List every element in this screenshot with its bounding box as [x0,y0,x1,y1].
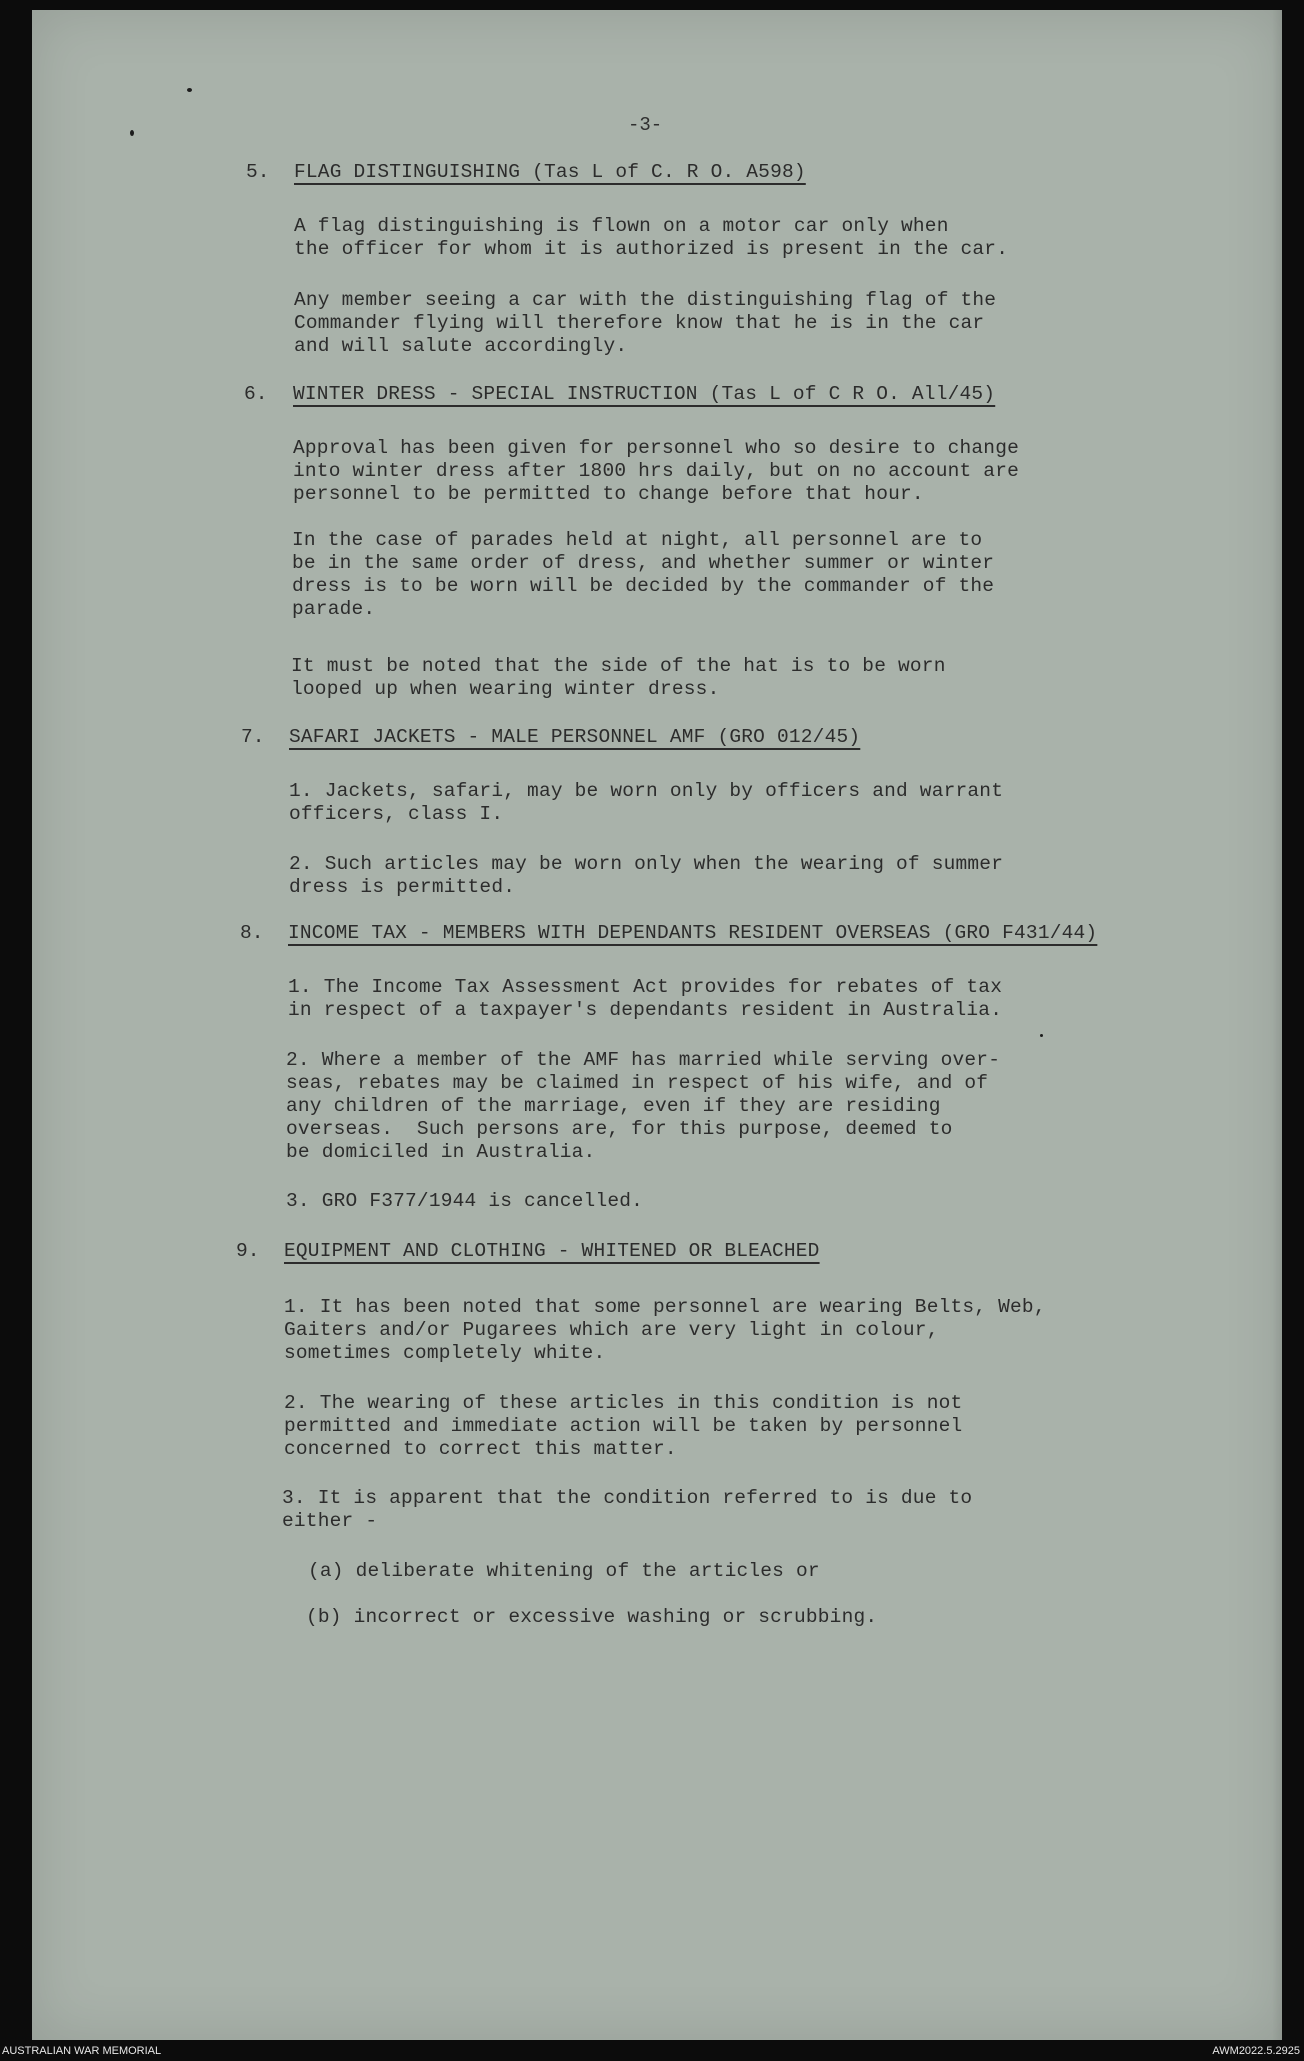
page-number: -3- [628,114,663,136]
section-6-paragraph: Approval has been given for personnel who so desire to change into winter dress after 1800 hrs daily, but on no account are personnel to be permitted to change before that hour. [293,437,1020,505]
section-8-paragraph: 3. GRO F377/1944 is cancelled. [286,1190,644,1212]
section-5-number: 5. [246,161,270,183]
section-7-number: 7. [241,726,265,748]
section-7-heading: SAFARI JACKETS - MALE PERSONNEL AMF (GRO 012/45) [289,726,861,748]
section-7-paragraph: 1. Jackets, safari, may be worn only by officers and warrant officers, class I. [289,780,1004,825]
section-9-paragraph: 3. It is apparent that the condition referred to is due to either - [282,1487,973,1532]
section-6-paragraph: It must be noted that the side of the hat is to be worn looped up when wearing winter dress. [291,655,946,700]
ink-speck [187,88,192,92]
section-6-heading: WINTER DRESS - SPECIAL INSTRUCTION (Tas L of C R O. All/45) [293,383,996,405]
section-9-number: 9. [236,1240,260,1262]
paper-edge [1272,10,1282,2040]
section-8-heading: INCOME TAX - MEMBERS WITH DEPENDANTS RESIDENT OVERSEAS (GRO F431/44) [288,922,1098,944]
section-6-number: 6. [244,383,268,405]
section-5-heading: FLAG DISTINGUISHING (Tas L of C. R O. A598) [294,161,806,183]
section-6-paragraph: In the case of parades held at night, all personnel are to be in the same order of dress, and whether summer or winter dress is to be worn will be decided by the commander of the parade. [292,529,995,620]
footer-archive-name: AUSTRALIAN WAR MEMORIAL [2,2045,162,2057]
section-7-paragraph: 2. Such articles may be worn only when the wearing of summer dress is permitted. [289,853,1004,898]
section-9-list-item: (a) deliberate whitening of the articles or [308,1560,820,1582]
section-5-paragraph: A flag distinguishing is flown on a motor car only when the officer for whom it is authorized is present in the car. [294,215,1009,260]
section-9-paragraph: 1. It has been noted that some personnel are wearing Belts, Web, Gaiters and/or Pugarees which are very light in colour, sometimes completely white. [284,1296,1046,1364]
ink-speck [130,130,134,136]
section-9-heading: EQUIPMENT AND CLOTHING - WHITENED OR BLEACHED [284,1240,820,1262]
section-9-paragraph: 2. The wearing of these articles in this condition is not permitted and immediate action will be taken by personnel concerned to correct this matter. [284,1392,963,1460]
section-8-paragraph: 2. Where a member of the AMF has married while serving over- seas, rebates may be claimed in respect of his wife, and of any children of the marriage, even if they are residing overseas. Such persons are, for this purpose, deemed to be domiciled in Australia. [286,1049,1001,1163]
footer-archive-id: AWM2022.5.2925 [1212,2045,1300,2057]
section-9-list-item: (b) incorrect or excessive washing or scrubbing. [306,1606,878,1628]
section-8-number: 8. [240,922,264,944]
section-5-paragraph: Any member seeing a car with the distinguishing flag of the Commander flying will therefore know that he is in the car and will salute accordingly. [294,289,997,357]
section-8-paragraph: 1. The Income Tax Assessment Act provides for rebates of tax in respect of a taxpayer's dependants resident in Australia. [288,976,1003,1021]
ink-speck [1040,1034,1043,1037]
